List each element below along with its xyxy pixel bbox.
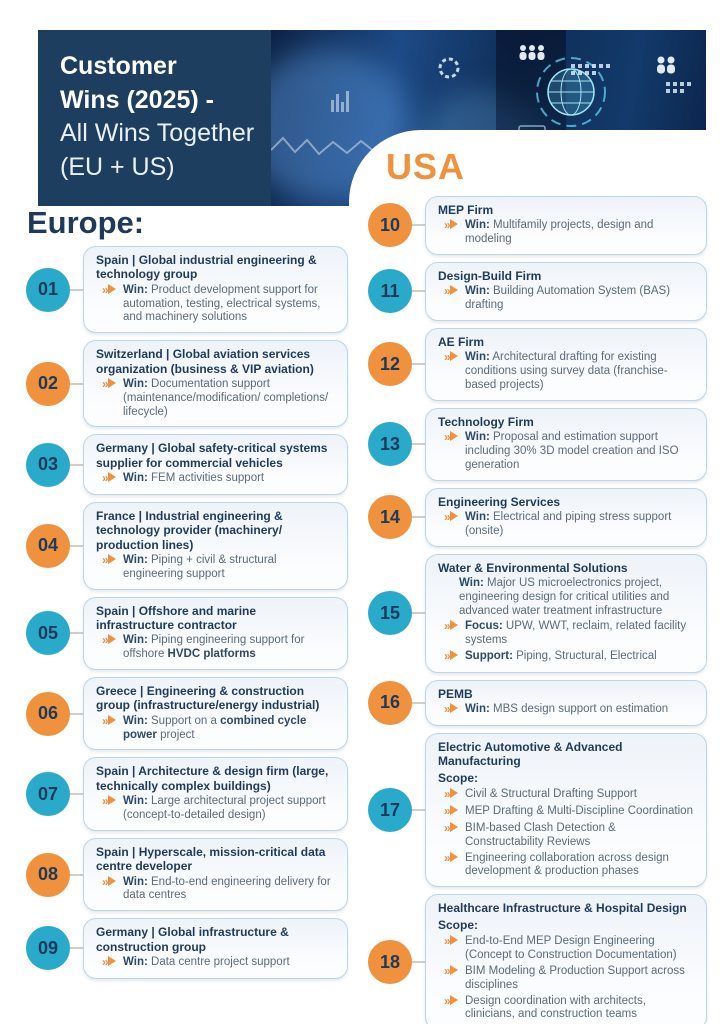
bullet-row <box>438 351 696 392</box>
row-text: Win: Major US microelectronics project, engineering design for critical utilities and advanced water treatment infrastructure <box>459 576 670 617</box>
row-text: Win: Proposal and estimation support including 30% 3D model creation and ISO generation <box>465 431 679 471</box>
list-item <box>368 262 707 321</box>
list-item <box>26 757 348 830</box>
item-body <box>438 577 696 665</box>
win-card <box>425 733 707 887</box>
arrow-bullet-icon: » <box>444 804 465 820</box>
connector-line <box>412 612 425 614</box>
item-number-badge <box>368 269 412 313</box>
win-card <box>83 434 348 495</box>
item-body <box>96 472 337 487</box>
item-title: Germany | Global safety-critical systems supplier for commercial vehicles <box>96 441 328 470</box>
row-text: Win: Documentation support (maintenance/modification/ completions/ lifecycle) <box>123 377 329 418</box>
bullet-row <box>96 472 337 487</box>
item-number-badge <box>26 268 70 312</box>
title-line-bold-2: Wins (2025) - <box>60 85 214 114</box>
arrow-bullet-icon: » <box>444 649 465 665</box>
item-number: 10 <box>379 214 401 235</box>
item-number: 15 <box>379 602 401 623</box>
bullet-row <box>96 378 337 419</box>
item-number: 08 <box>37 864 59 884</box>
arrow-bullet-icon: » <box>444 619 465 635</box>
bullet-row <box>438 650 696 665</box>
win-card <box>83 677 348 750</box>
row-text: BIM-based Clash Detection & Constructability Reviews <box>465 822 616 848</box>
connector-line <box>70 289 83 291</box>
title-line-light-2: (EU + US) <box>60 152 175 181</box>
item-title: Spain | Architecture & design firm (large, technically complex buildings) <box>96 764 329 793</box>
row-text: Win: MBS design support on estimation <box>465 703 669 716</box>
item-number-badge <box>368 203 412 247</box>
arrow-bullet-icon: » <box>102 955 123 971</box>
connector-line <box>70 383 83 385</box>
bullet-row <box>96 554 337 582</box>
bullet-row <box>438 852 696 880</box>
item-number-badge <box>26 443 70 487</box>
row-text: BIM Modeling & Production Support across disciplines <box>465 965 685 991</box>
list-item <box>26 838 348 911</box>
connector-line <box>70 713 83 715</box>
connector-line <box>412 224 425 226</box>
item-title: Spain | Offshore and marine infrastructure contractor <box>96 603 257 633</box>
arrow-bullet-icon: » <box>102 794 123 810</box>
arrow-bullet-icon: » <box>444 510 465 526</box>
arrow-bullet-icon: » <box>102 553 123 569</box>
connector-line <box>412 961 425 963</box>
bullet-row <box>96 876 337 904</box>
row-text: Win: Large architectural project support (concept-to-detailed design) <box>123 795 326 822</box>
bullet-row <box>438 620 696 648</box>
globe-icon <box>537 58 605 126</box>
item-title: Engineering Services <box>438 494 561 509</box>
item-number: 05 <box>37 622 59 643</box>
win-card <box>83 757 348 830</box>
item-title: Germany | Global infrastructure & construction group <box>96 925 289 954</box>
win-card <box>83 918 348 979</box>
arrow-bullet-icon: » <box>444 218 465 234</box>
item-number: 03 <box>37 454 59 475</box>
item-body <box>438 771 696 880</box>
list-item <box>26 340 348 427</box>
connector-line <box>412 443 425 445</box>
bullet-row <box>438 805 696 820</box>
item-number-badge <box>368 788 412 832</box>
win-card <box>425 408 707 481</box>
connector-line <box>70 793 83 795</box>
item-number: 02 <box>37 373 59 394</box>
title-line-bold-1: Customer <box>60 52 177 80</box>
text-row <box>438 577 696 618</box>
win-card <box>83 246 348 333</box>
list-item <box>368 488 707 547</box>
connector-line <box>412 702 425 704</box>
bullet-row <box>438 285 696 313</box>
win-card <box>425 328 707 401</box>
item-number-badge <box>26 524 70 568</box>
row-text: Win: Piping + civil & structural engineering support <box>123 554 277 580</box>
bullet-row <box>438 788 696 803</box>
list-item <box>368 196 707 255</box>
bullet-row <box>438 219 696 247</box>
item-title: PEMB <box>438 686 473 701</box>
item-number: 04 <box>37 535 59 556</box>
item-number: 16 <box>379 692 401 713</box>
list-item <box>26 502 348 590</box>
item-number: 06 <box>37 703 59 724</box>
item-number-badge <box>368 422 412 466</box>
bullet-row <box>438 511 696 539</box>
item-title: Healthcare Infrastructure & Hospital Design <box>438 901 687 916</box>
item-body <box>438 431 696 472</box>
arrow-bullet-icon: » <box>444 702 465 718</box>
list-item <box>368 408 707 481</box>
item-body <box>96 876 337 904</box>
europe-list <box>26 246 348 986</box>
item-number: 11 <box>380 280 400 301</box>
bullet-row <box>438 431 696 472</box>
win-card <box>83 838 348 911</box>
row-text: Win: Product development support for automation, testing, electrical systems, and machinery solutions <box>123 283 321 324</box>
item-body <box>438 918 696 1023</box>
item-body <box>96 554 337 582</box>
list-item <box>368 328 707 401</box>
usa-section-panel <box>349 130 724 1024</box>
item-body <box>438 285 696 313</box>
item-body <box>96 956 337 971</box>
item-number-badge <box>26 692 70 736</box>
row-text: Win: Electrical and piping stress support (onsite) <box>465 510 672 537</box>
connector-line <box>70 947 83 949</box>
bullet-row <box>96 634 337 662</box>
item-number: 13 <box>379 433 401 454</box>
item-body <box>96 378 337 419</box>
page-title <box>38 30 271 206</box>
bullet-row <box>96 715 337 743</box>
connector-line <box>412 809 425 811</box>
scope-row <box>438 918 696 934</box>
item-number: 01 <box>37 279 59 300</box>
usa-list <box>349 196 724 1024</box>
item-body <box>96 715 337 743</box>
win-card <box>83 597 348 670</box>
scope-row <box>438 771 696 787</box>
title-line-light-1: All Wins Together <box>60 119 255 147</box>
item-number-badge <box>26 772 70 816</box>
bullet-row <box>438 995 696 1023</box>
item-number-badge <box>368 940 412 984</box>
item-body <box>438 511 696 539</box>
win-card <box>425 262 707 321</box>
item-body <box>438 219 696 247</box>
arrow-bullet-icon: » <box>444 994 465 1010</box>
item-number-badge <box>368 495 412 539</box>
item-number: 17 <box>379 799 401 820</box>
item-title: AE Firm <box>438 334 485 349</box>
win-card <box>425 894 707 1024</box>
row-text: Win: Data centre project support <box>123 955 290 968</box>
connector-line <box>70 632 83 634</box>
win-card <box>83 340 348 427</box>
win-card <box>425 554 707 673</box>
list-item <box>26 677 348 750</box>
row-text: Win: Building Automation System (BAS) drafting <box>465 285 671 312</box>
item-title: Design-Build Firm <box>438 268 542 283</box>
item-title: Technology Firm <box>438 414 534 429</box>
europe-section-heading: Europe: <box>27 205 145 240</box>
arrow-bullet-icon: » <box>444 851 465 867</box>
connector-line <box>412 290 425 292</box>
row-text: Win: Piping engineering support for offshore HVDC platforms <box>123 634 305 661</box>
win-card <box>425 488 707 547</box>
connector-line <box>70 464 83 466</box>
row-text: Design coordination with architects, clinicians, and construction teams <box>465 994 646 1021</box>
item-number-badge <box>26 926 70 970</box>
arrow-bullet-icon: » <box>444 350 465 366</box>
arrow-bullet-icon: » <box>102 633 123 649</box>
row-text: Focus: UPW, WWT, reclaim, related facility systems <box>465 620 687 647</box>
connector-line <box>70 874 83 876</box>
row-text: Win: FEM activities support <box>123 472 265 485</box>
item-number-badge <box>368 342 412 386</box>
connector-line <box>412 516 425 518</box>
bullet-row <box>96 284 337 325</box>
bullet-row <box>438 703 696 718</box>
row-text: Scope: <box>438 770 479 785</box>
bullet-row <box>438 822 696 850</box>
item-number-badge <box>26 853 70 897</box>
list-item <box>26 434 348 495</box>
row-text: Win: Architectural drafting for existing conditions using survey data (franchise-based projects) <box>465 351 668 391</box>
item-number: 18 <box>379 951 401 972</box>
row-text: Win: Multifamily projects, design and modeling <box>465 219 654 246</box>
list-item <box>368 680 707 726</box>
row-text: Support: Piping, Structural, Electrical <box>465 649 657 662</box>
arrow-bullet-icon: » <box>102 377 123 393</box>
item-number: 09 <box>37 937 59 958</box>
row-text: Win: End-to-end engineering delivery for data centres <box>123 875 331 902</box>
item-title: MEP Firm <box>438 203 494 217</box>
win-card <box>83 502 348 590</box>
row-text: Scope: <box>438 917 479 932</box>
item-title: Water & Environmental Solutions <box>438 560 628 575</box>
arrow-bullet-icon: » <box>102 714 123 730</box>
item-body <box>96 634 337 662</box>
win-card <box>425 680 707 726</box>
row-text: Win: Support on a combined cycle power project <box>123 714 307 741</box>
item-number-badge <box>26 611 70 655</box>
item-title: Spain | Hyperscale, mission-critical data centre developer <box>96 844 326 874</box>
list-item <box>368 733 707 887</box>
list-item <box>26 246 348 333</box>
bullet-row <box>438 935 696 963</box>
item-title: Spain | Global industrial engineering & technology group <box>96 253 317 282</box>
item-number: 07 <box>37 783 59 804</box>
bullet-row <box>438 965 696 993</box>
item-number-badge <box>26 362 70 406</box>
list-item <box>368 894 707 1024</box>
item-body <box>438 703 696 718</box>
item-number-badge <box>368 681 412 725</box>
arrow-bullet-icon: » <box>444 821 465 837</box>
arrow-bullet-icon: » <box>444 284 465 300</box>
row-text: Engineering collaboration across design development & production phases <box>465 851 669 878</box>
row-text: End-to-End MEP Design Engineering (Concept to Construction Documentation) <box>465 935 677 962</box>
item-body <box>96 795 337 823</box>
arrow-bullet-icon: » <box>444 787 465 803</box>
item-body <box>438 351 696 392</box>
item-title: Electric Automotive & Advanced Manufacturing <box>438 739 623 769</box>
usa-section-heading: USA <box>386 146 466 187</box>
item-body <box>96 284 337 325</box>
arrow-bullet-icon: » <box>102 471 123 487</box>
item-title: Switzerland | Global aviation services organization (business & VIP aviation) <box>96 347 314 376</box>
connector-line <box>412 363 425 365</box>
win-card <box>425 196 707 255</box>
row-text: Civil & Structural Drafting Support <box>465 788 637 801</box>
arrow-bullet-icon: » <box>102 875 123 891</box>
item-number: 14 <box>379 506 401 527</box>
bullet-row <box>96 795 337 823</box>
list-item <box>368 554 707 673</box>
item-number-badge <box>368 591 412 635</box>
arrow-bullet-icon: » <box>444 964 465 980</box>
list-item <box>26 918 348 979</box>
bullet-row <box>96 956 337 971</box>
arrow-bullet-icon: » <box>102 283 123 299</box>
list-item <box>26 597 348 670</box>
item-title: France | Industrial engineering & technology provider (machinery/ production lines) <box>96 508 283 552</box>
arrow-bullet-icon: » <box>444 430 465 446</box>
arrow-bullet-icon: » <box>444 934 465 950</box>
connector-line <box>70 545 83 547</box>
row-text: MEP Drafting & Multi-Discipline Coordination <box>465 805 693 818</box>
item-number: 12 <box>379 353 401 374</box>
item-title: Greece | Engineering & construction group (infrastructure/energy industrial) <box>96 684 320 713</box>
